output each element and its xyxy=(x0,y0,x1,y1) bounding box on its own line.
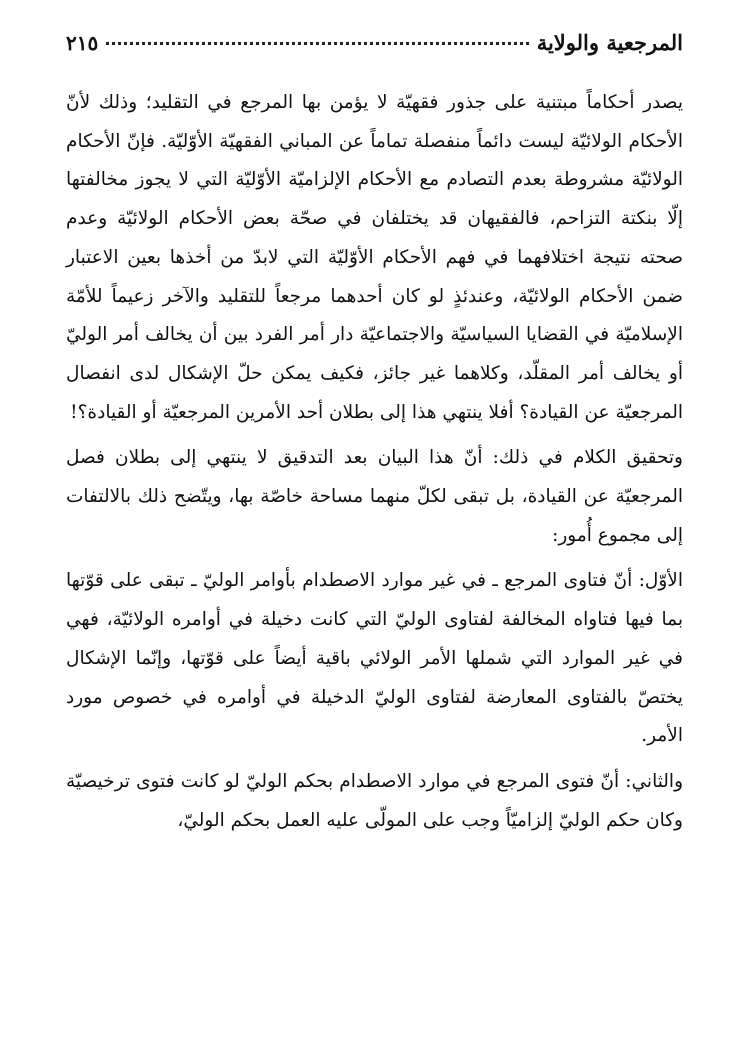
paragraph-2: وتحقيق الكلام في ذلك: أنّ هذا البيان بعد التدقيق لا ينتهي إلى بطلان فصل المرجعيّة عن القيادة، بل تبقى لكلّ منهما مساحة خاصّة بها، ويتّضح ذلك بالالتفات إلى مجموع أُمور: xyxy=(66,447,683,546)
header-title: المرجعية والولاية xyxy=(536,30,683,55)
paragraph-4: والثاني: أنّ فتوى المرجع في موارد الاصطدام بحكم الوليّ لو كانت فتوى ترخيصيّة وكان حكم الوليّ إلزاميّاً وجب على المولّى عليه العمل بحكم الوليّ، xyxy=(66,770,683,831)
body-text xyxy=(66,84,683,840)
paragraph-3: الأوّل: أنّ فتاوى المرجع ـ في غير موارد الاصطدام بأوامر الوليّ ـ تبقى على قوّتها بما فيها فتاواه المخالفة لفتاوى الوليّ التي كانت دخيلة في أوامره الولائيّة، فهي في غير الموارد التي شملها الأمر الولائي باقية أيضاً على قوّتها، وإنّما الإشكال يختصّ بالفتاوى المعارضة لفتاوى الوليّ الدخيلة في أوامره في خصوص مورد الأمر. xyxy=(66,570,683,747)
page-number: ٢١٥ xyxy=(66,31,99,55)
running-header xyxy=(66,30,683,64)
header-dot-leader xyxy=(106,42,528,45)
paragraph-1: يصدر أحكاماً مبتنية على جذور فقهيّة لا يؤمن بها المرجع في التقليد؛ وذلك لأنّ الأحكام الولائيّة ليست دائماً منفصلة تماماً عن المباني الفقهيّة الأوّليّة. فإنّ الأحكام الولائيّة مشروطة بعدم التصادم مع الأحكام الإلزاميّة الأوّليّة التي لا يجوز مخالفتها إلّا بنكتة التزاحم، فالفقيهان قد يختلفان في صحّة بعض الأحكام الولائيّة وعدم صحته نتيجة اختلافهما في فهم الأحكام الأوّليّة التي لابدّ من أخذها بعين الاعتبار ضمن الأحكام الولائيّة، وعندئذٍ لو كان أحدهما مرجعاً للتقليد والآخر زعيماً للأمّة الإسلاميّة في القضايا السياسيّة والاجتماعيّة دار أمر الفرد بين أن يخالف أمر الوليّ أو يخالف أمر المقلّد، وكلاهما غير جائز، فكيف يمكن حلّ الإشكال لدى انفصال المرجعيّة عن القيادة؟ أفلا ينتهي هذا إلى بطلان أحد الأمرين المرجعيّة أو القيادة؟! xyxy=(66,92,683,423)
